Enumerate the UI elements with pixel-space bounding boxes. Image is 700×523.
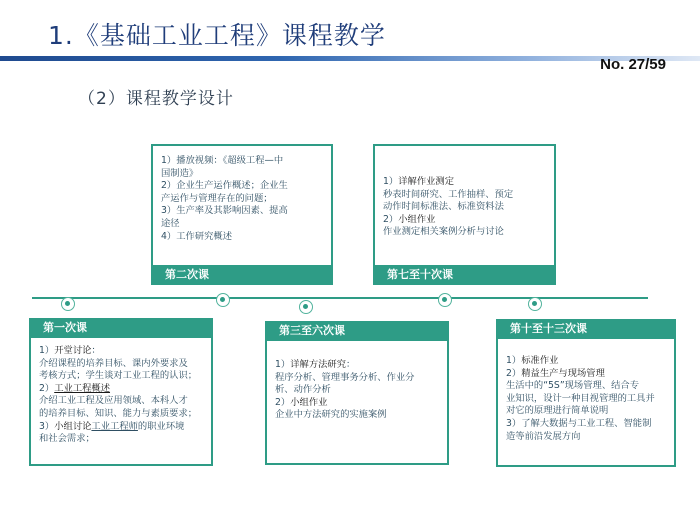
page-number: No. 27/59: [600, 56, 666, 73]
timeline-node-5: [528, 297, 542, 311]
timeline-node-4: [438, 293, 452, 307]
lesson-card-1-header: 第一次课: [29, 318, 213, 338]
lesson-card-5: [496, 319, 676, 467]
timeline-node-3: [299, 300, 313, 314]
lesson-card-1-content: 1）开堂讨论： 介绍课程的培养目标、课内外要求及 考核方式；学生谈对工业工程的认识； 2）工业工程概述 介绍工业工程及应用领域、本科人才 的培养目标、知识、能力与素质要求； 3）小组讨论工业工程师的职业环境 和社会需求；: [39, 345, 198, 445]
lesson-card-5-header: 第十至十三次课: [496, 319, 676, 339]
lesson-card-4-content: 1）详解作业测定 秒表时间研究、工作抽样、预定 动作时间标准法、标准资料法 2）小组作业 作业测定相关案例分析与讨论: [383, 176, 514, 238]
section-subtitle: （2）课程教学设计: [78, 89, 234, 109]
lesson-card-2-header: 第二次课: [151, 265, 333, 285]
lesson-card-3-content: 1）详解方法研究： 程序分析、管理事务分析、作业分 析、动作分析 2）小组作业 企业中方法研究的实施案例: [275, 359, 415, 421]
slide-title: 1.《基础工业工程》课程教学: [48, 21, 386, 50]
timeline-node-1: [61, 297, 75, 311]
timeline-node-2: [216, 293, 230, 307]
lesson-card-2-content: 1）播放视频：《超级工程—中 国制造》 2）企业生产运作概述；企业生 产运作与管理存在的问题； 3）生产率及其影响因素、提高 途径 4）工作研究概述: [161, 155, 288, 242]
lesson-card-5-content: 1）标准作业 2）精益生产与现场管理 生活中的“5S”现场管理、结合专 业知识，设计一种目视管理的工具并 对它的原理进行简单说明 3）了解大数据与工业工程、智能制 造等前沿发展方向: [506, 355, 655, 442]
lesson-card-1: [29, 318, 213, 466]
lesson-card-4-header: 第七至十次课: [373, 265, 556, 285]
lesson-card-3: [265, 321, 449, 465]
lesson-card-3-header: 第三至六次课: [265, 321, 449, 341]
lesson-card-2: [151, 144, 333, 285]
timeline-line: [32, 297, 648, 299]
lesson-card-4: [373, 144, 556, 285]
title-underline-bar: [0, 56, 700, 61]
